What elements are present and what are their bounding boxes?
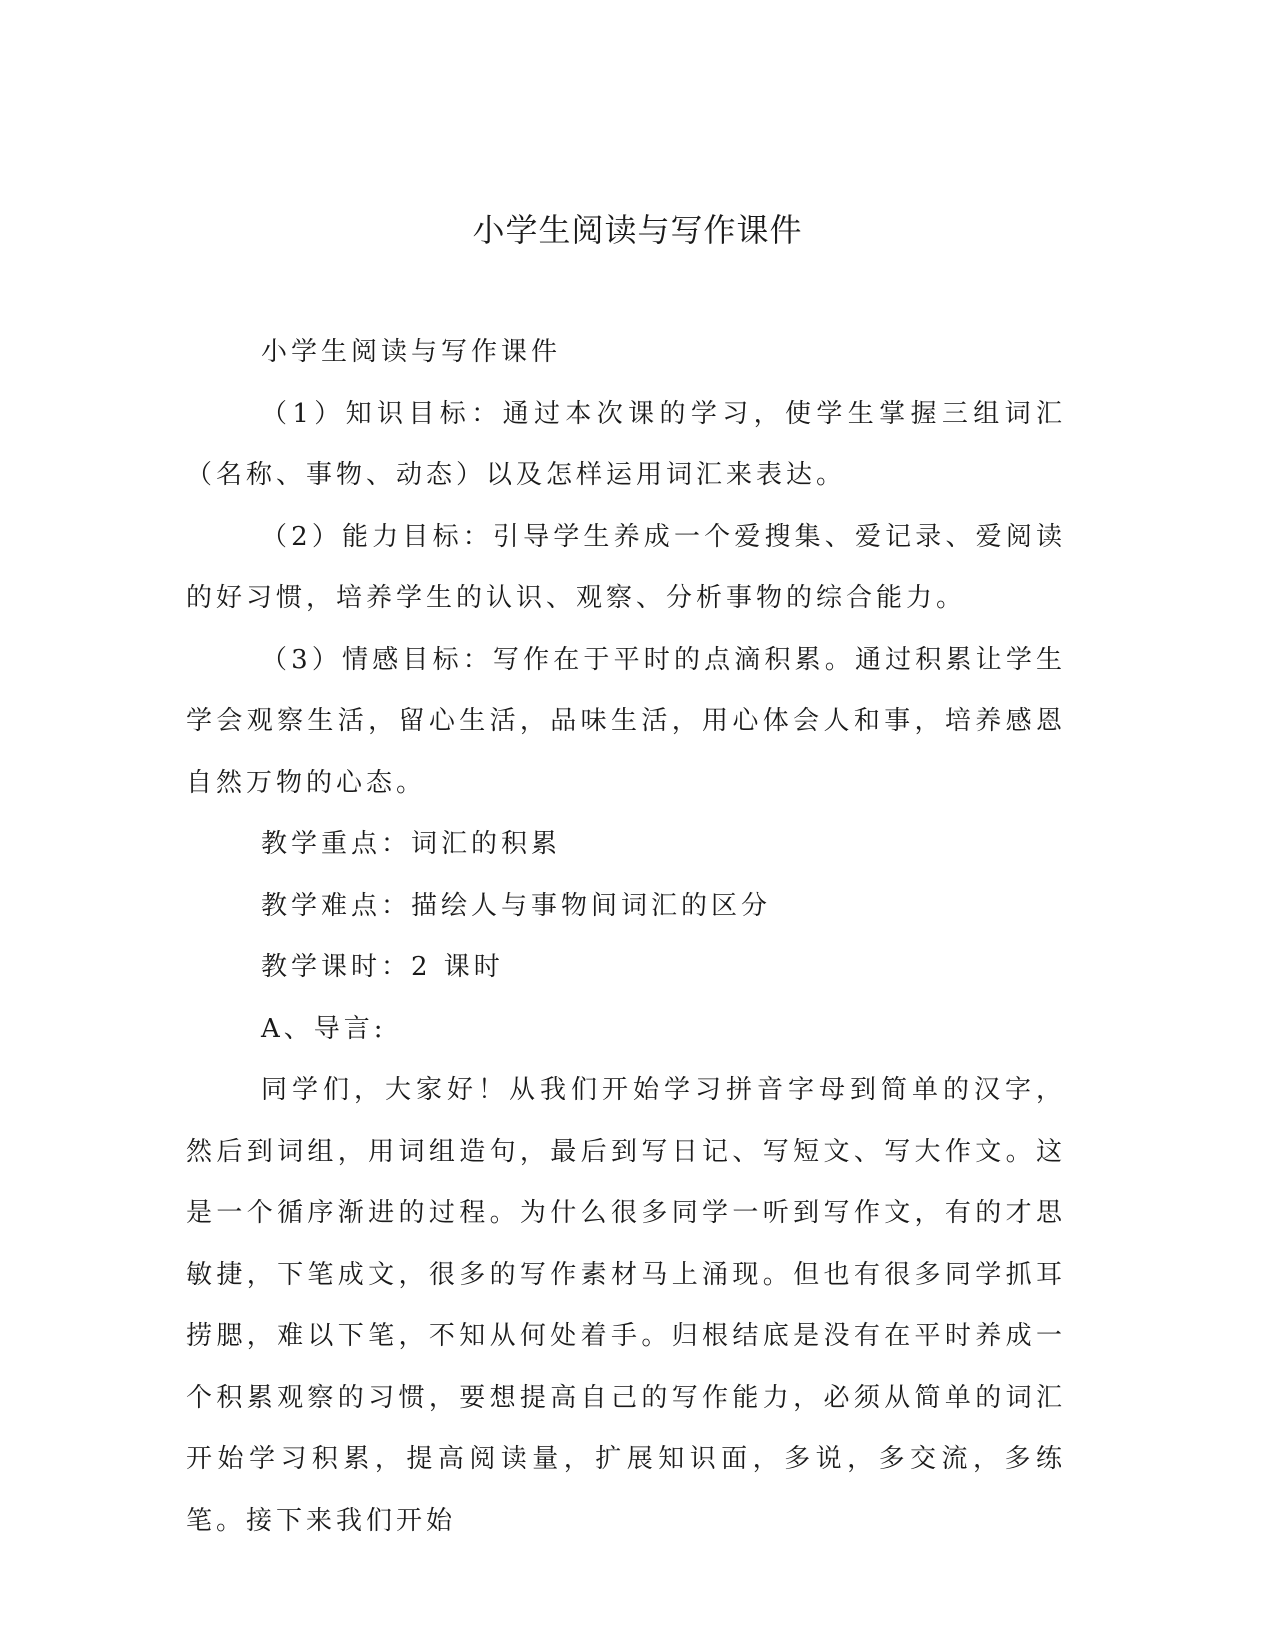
emotion-goal-paragraph: （3）情感目标：写作在于平时的点滴积累。通过积累让学生学会观察生活，留心生活，品味生活，用心体会人和事，培养感恩自然万物的心态。 [186, 644, 1066, 798]
subtitle-paragraph: 小学生阅读与写作课件 [261, 337, 562, 367]
knowledge-goal-paragraph: （1）知识目标：通过本次课的学习，使学生掌握三组词汇（名称、事物、动态）以及怎样运用词汇来表达。 [186, 398, 1066, 490]
document-body [186, 322, 1066, 1552]
introduction-paragraph: 同学们，大家好！从我们开始学习拼音字母到简单的汉字，然后到词组，用词组造句，最后到写日记、写短文、写大作文。这是一个循序渐进的过程。为什么很多同学一听到写作文，有的才思敏捷，下笔成文，很多的写作素材马上涌现。但也有很多同学抓耳捞腮，难以下笔，不知从何处着手。归根结底是没有在平时养成一个积累观察的习惯，要想提高自己的写作能力，必须从简单的词汇开始学习积累，提高阅读量，扩展知识面，多说，多交流，多练笔。接下来我们开始 [186, 1075, 1066, 1536]
teaching-difficulty-paragraph: 教学难点：描绘人与事物间词汇的区分 [261, 890, 772, 921]
teaching-hours-paragraph: 教学课时：2 课时 [261, 952, 504, 982]
document-title: 小学生阅读与写作课件 [472, 211, 803, 249]
teaching-focus-paragraph: 教学重点：词汇的积累 [261, 829, 562, 859]
introduction-heading: A、导言: [261, 1013, 387, 1044]
ability-goal-paragraph: （2）能力目标：引导学生养成一个爱搜集、爱记录、爱阅读的好习惯，培养学生的认识、观察、分析事物的综合能力。 [186, 521, 1066, 613]
